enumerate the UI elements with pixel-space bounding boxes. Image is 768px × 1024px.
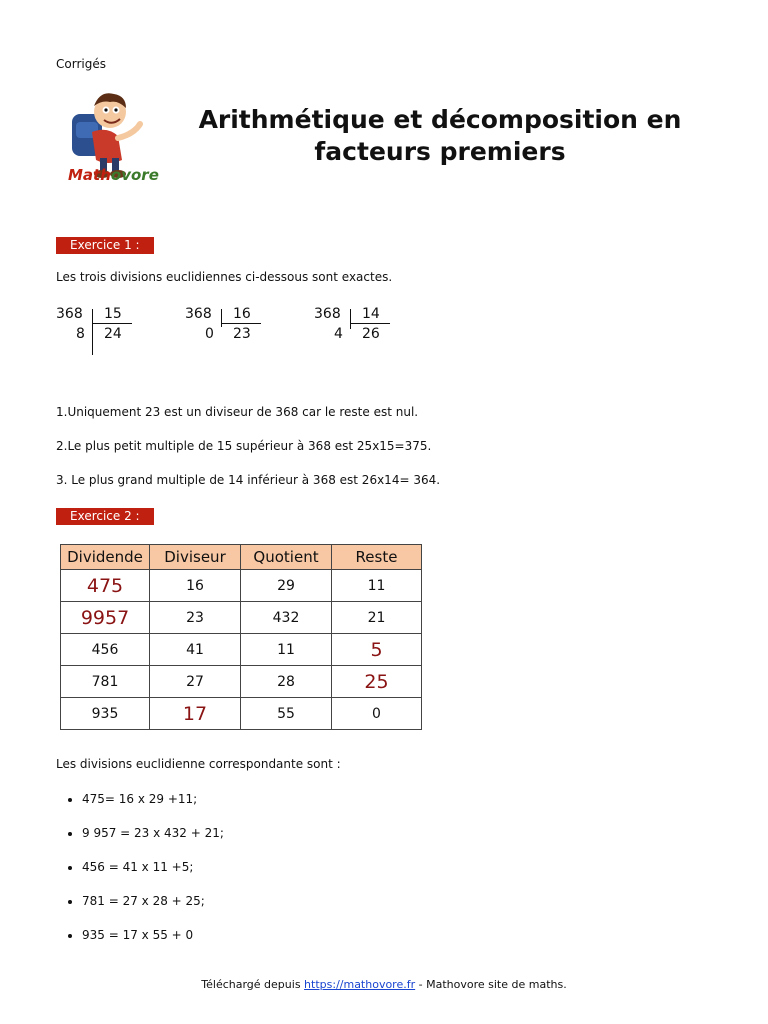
table-cell: 41: [150, 634, 241, 666]
division-table: [60, 544, 422, 730]
table-row: [61, 602, 422, 634]
table-row: [61, 570, 422, 602]
division-3-divisor: 14: [362, 306, 380, 322]
division-2-dividend: 368: [185, 306, 212, 322]
table-cell: 781: [61, 666, 150, 698]
footer-suffix: - Mathovore site de maths.: [415, 978, 567, 991]
division-1: [56, 306, 146, 356]
table-cell: 29: [241, 570, 332, 602]
svg-text:Mathovore: Mathovore: [68, 166, 159, 184]
footer-prefix: Téléchargé depuis: [201, 978, 305, 991]
table-cell: 16: [150, 570, 241, 602]
list-item: • 475= 16 x 29 +11;: [82, 790, 224, 824]
exercise-1-answer-1: 1.Uniquement 23 est un diviseur de 368 car le reste est nul.: [56, 405, 419, 419]
footer-link[interactable]: https://mathovore.fr: [304, 978, 416, 991]
table-row: [61, 634, 422, 666]
table-cell: 17: [150, 698, 241, 730]
table-cell: 28: [241, 666, 332, 698]
division-2-horizontal-bar: [221, 323, 261, 324]
exercise-1-intro: Les trois divisions euclidiennes ci-dessous sont exactes.: [56, 270, 393, 284]
page-header-label: Corrigés: [56, 57, 106, 71]
table-cell: 55: [241, 698, 332, 730]
list-item: • 935 = 17 x 55 + 0: [82, 926, 224, 960]
equation-list: [56, 790, 224, 960]
division-2-divisor: 16: [233, 306, 251, 322]
title-line-1: Arithmétique et décomposition en: [198, 105, 682, 134]
table-header-row: [61, 545, 422, 570]
table-cell: 475: [61, 570, 150, 602]
division-3-remainder: 4: [334, 326, 343, 342]
table-cell: 0: [332, 698, 422, 730]
exercise-2-label: Exercice 2 :: [56, 508, 154, 525]
table-cell: 432: [241, 602, 332, 634]
division-1-dividend: 368: [56, 306, 83, 322]
exercise-1-answer-2: 2.Le plus petit multiple de 15 supérieur à 368 est 25x15=375.: [56, 439, 432, 453]
division-2: [185, 306, 275, 356]
table-cell: 21: [332, 602, 422, 634]
table-cell: 11: [332, 570, 422, 602]
division-1-horizontal-bar: [92, 323, 132, 324]
division-3-horizontal-bar: [350, 323, 390, 324]
table-cell: 456: [61, 634, 150, 666]
table-cell: 23: [150, 602, 241, 634]
division-3-vertical-bar: [350, 309, 351, 329]
division-2-vertical-bar: [221, 309, 222, 327]
table-cell: 935: [61, 698, 150, 730]
page-footer: [0, 978, 768, 991]
division-3-quotient: 26: [362, 326, 380, 342]
table-cell: 9957: [61, 602, 150, 634]
list-item: • 781 = 27 x 28 + 25;: [82, 892, 224, 926]
table-cell: 25: [332, 666, 422, 698]
division-1-divisor: 15: [104, 306, 122, 322]
exercise-1-answer-3: 3. Le plus grand multiple de 14 inférieur à 368 est 26x14= 364.: [56, 473, 441, 487]
table-header-dividende: Dividende: [61, 545, 150, 570]
table-header-diviseur: Diviseur: [150, 545, 241, 570]
table-row: [61, 698, 422, 730]
table-cell: 5: [332, 634, 422, 666]
exercise-2-intro: Les divisions euclidienne correspondante sont :: [56, 757, 341, 771]
list-item: • 9 957 = 23 x 432 + 21;: [82, 824, 224, 858]
division-1-vertical-bar: [92, 309, 93, 355]
division-1-quotient: 24: [104, 326, 122, 342]
division-3: [314, 306, 404, 356]
page-title: [190, 104, 690, 168]
mathovore-logo: [52, 88, 162, 188]
table-header-quotient: Quotient: [241, 545, 332, 570]
division-2-quotient: 23: [233, 326, 251, 342]
list-item: • 456 = 41 x 11 +5;: [82, 858, 224, 892]
division-1-remainder: 8: [76, 326, 85, 342]
table-cell: 11: [241, 634, 332, 666]
title-line-2: facteurs premiers: [314, 137, 566, 166]
table-header-reste: Reste: [332, 545, 422, 570]
division-3-dividend: 368: [314, 306, 341, 322]
table-row: [61, 666, 422, 698]
exercise-1-label: Exercice 1 :: [56, 237, 154, 254]
table-cell: 27: [150, 666, 241, 698]
division-2-remainder: 0: [205, 326, 214, 342]
